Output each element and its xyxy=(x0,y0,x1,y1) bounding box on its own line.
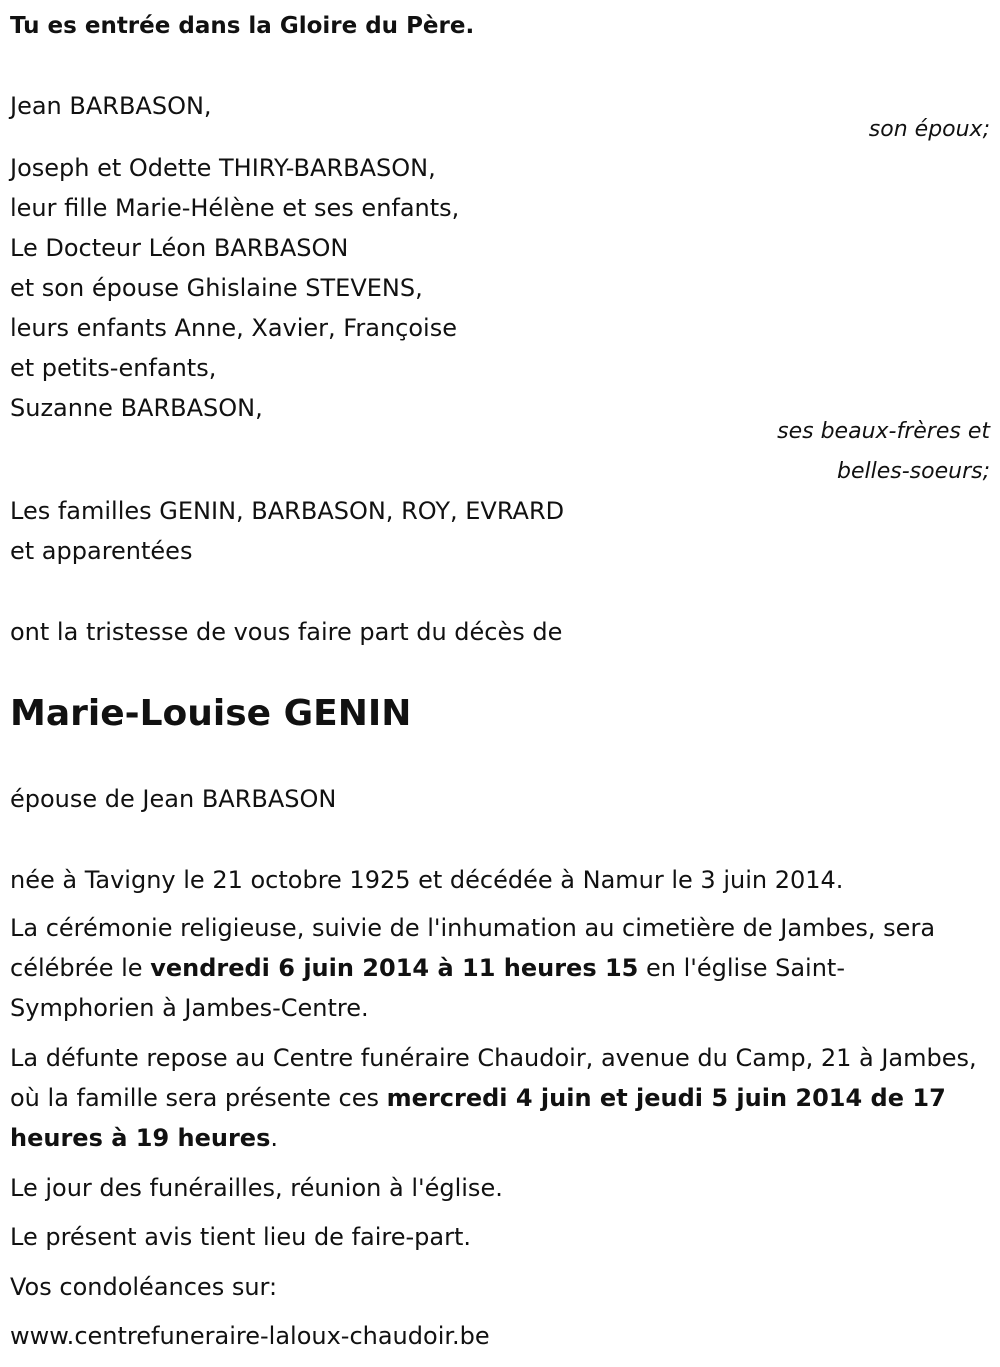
birth-death-text: née à Tavigny le 21 octobre 1925 et décédée à Namur le 3 juin 2014. xyxy=(10,866,844,894)
in-laws-relation-line: belles-soeurs; xyxy=(837,459,990,484)
repose-paragraph xyxy=(10,1038,985,1158)
in-laws-line: et son épouse Ghislaine STEVENS, xyxy=(10,274,423,302)
spouse-relation: son époux; xyxy=(868,117,990,142)
repose-text: La défunte repose au Centre funéraire Chaudoir, avenue du Camp, 21 à Jambes, où la famille sera présente ces xyxy=(10,1044,977,1112)
deceased-name: Marie-Louise GENIN xyxy=(10,693,412,734)
deceased-spouse-of: épouse de Jean BARBASON xyxy=(10,785,337,813)
in-laws-line: leurs enfants Anne, Xavier, Françoise xyxy=(10,314,457,342)
ceremony-date: vendredi 6 juin 2014 à 11 heures 15 xyxy=(150,954,639,982)
in-laws-block xyxy=(10,148,459,428)
visitation-dates: mercredi 4 juin et jeudi 5 juin 2014 de 17 heures à 19 heures xyxy=(10,1084,946,1152)
in-laws-line: Le Docteur Léon BARBASON xyxy=(10,234,349,262)
in-laws-relation-line: ses beaux-frères et xyxy=(777,419,990,444)
in-laws-line: Suzanne BARBASON, xyxy=(10,394,263,422)
repose-end: . xyxy=(270,1124,278,1152)
notice-text: Le présent avis tient lieu de faire-part. xyxy=(10,1223,472,1251)
families-line: Les familles GENIN, BARBASON, ROY, EVRARD xyxy=(10,497,565,525)
families-line: et apparentées xyxy=(10,537,193,565)
spouse-name: Jean BARBASON, xyxy=(10,92,212,120)
in-laws-line: leur fille Marie-Hélène et ses enfants, xyxy=(10,194,460,222)
condolences-label: Vos condoléances sur: xyxy=(10,1273,278,1301)
motto-heading: Tu es entrée dans la Gloire du Père. xyxy=(10,13,475,39)
in-laws-line: Joseph et Odette THIRY-BARBASON, xyxy=(10,154,436,182)
meeting-text: Le jour des funérailles, réunion à l'église. xyxy=(10,1174,503,1202)
in-laws-relation xyxy=(777,412,990,492)
ceremony-text: La cérémonie religieuse, suivie de l'inhumation au cimetière de Jambes, sera célébrée le xyxy=(10,914,936,982)
ceremony-paragraph xyxy=(10,908,985,1028)
spouse-block xyxy=(10,86,212,126)
ceremony-place: en l'église Saint-Symphorien à Jambes-Centre. xyxy=(10,954,845,1022)
announcement-text: ont la tristesse de vous faire part du décès de xyxy=(10,618,563,646)
in-laws-line: et petits-enfants, xyxy=(10,354,217,382)
families-block xyxy=(10,491,564,571)
condolences-website-link[interactable]: www.centrefuneraire-laloux-chaudoir.be xyxy=(10,1322,490,1350)
